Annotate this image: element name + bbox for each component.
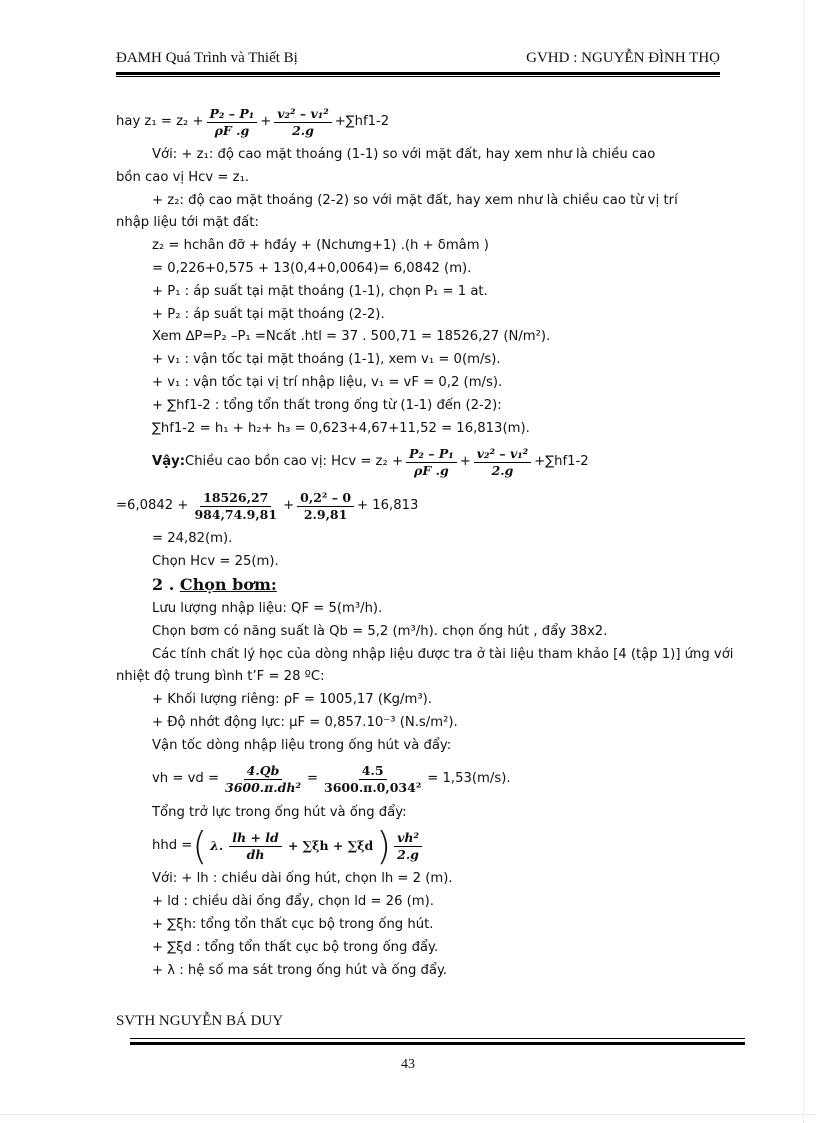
eq3-num1: 18526,27 xyxy=(200,490,271,507)
text-line: Với: + z₁: độ cao mặt thoáng (1-1) so với mặt đất, hay xem như là chiều cao xyxy=(152,147,656,162)
header-course-title: ĐAMH Quá Trình và Thiết Bị xyxy=(116,50,298,66)
page-number: 43 xyxy=(401,1057,415,1072)
eq2-num2: v₂² – v₁² xyxy=(474,446,531,463)
eq2-prefix: Chiều cao bồn cao vị: Hcv = z₂ + xyxy=(184,453,404,469)
page-header xyxy=(116,50,720,68)
text-line: Chọn bơm có năng suất là Qb = 5,2 (m³/h). chọn ống hút , đẩy 38x2. xyxy=(152,623,608,639)
text-paragraph: Các tính chất lý học của dòng nhập liệu được tra ở tài liệu tham khảo [4 (tập 1)] ứng với nhiệt độ trung bình t’F = 28 ºC: xyxy=(116,646,734,685)
eq5-prefix: hhd = xyxy=(152,837,193,853)
eq1-suffix: +∑hf1-2 xyxy=(334,113,390,129)
text-line: z₂ = hchân đỡ + hđáy + (Nchưng+1) .(h + δmâm ) xyxy=(152,238,489,254)
eq4-den1: 3600.π.dh² xyxy=(225,780,301,796)
eq3-fraction-1 xyxy=(191,490,280,523)
eq1-num2: v₂² – v₁² xyxy=(274,106,331,123)
eq2-suffix: +∑hf1-2 xyxy=(534,453,589,469)
eq3-den2: 2.9,81 xyxy=(303,506,348,522)
footer-rule-thin xyxy=(130,1038,745,1039)
eq1-prefix: hay z₁ = z₂ + xyxy=(116,113,204,129)
text-line: + Độ nhớt động lực: μF = 0,857.10⁻³ (N.s/m²). xyxy=(152,714,458,730)
eq5-den1: dh xyxy=(246,846,265,862)
text-line: + ∑ξd : tổng tổn thất cục bộ trong ống đẩy. xyxy=(152,939,439,955)
eq4-den2: 3600.π.0,034² xyxy=(324,780,422,796)
equation-velocity xyxy=(116,758,736,802)
text-line: Xem ∆P=P₂ –P₁ =Ncất .htl = 37 . 500,71 = 18526,27 (N/m²). xyxy=(152,329,551,345)
eq2-conclusion-label: Vậy: xyxy=(152,453,185,469)
text-line: bồn cao vị Hcv = z₁. xyxy=(116,169,250,185)
text-line: + P₁ : áp suất tại mặt thoáng (1-1), chọn P₁ = 1 at. xyxy=(152,283,488,299)
text-line: + P₂ : áp suất tại mặt thoáng (2-2). xyxy=(152,306,385,322)
equation-hcv: Vậy: Chiều cao bồn cao vị: Hcv = z₂ + $\frac{\text{P₂ – P₁}}{\rho F .g}$ + $\frac{\text{v₂² – v₁²}}{2.g}$ +∑hf1-2 xyxy=(152,445,589,478)
eq1-den2: 2.g xyxy=(292,122,314,138)
text-line: nhập liệu tới mặt đất: xyxy=(116,215,259,231)
eq5-fraction-length xyxy=(229,830,282,863)
eq4-fraction-1 xyxy=(222,763,304,796)
eq5-fraction-velocity xyxy=(394,830,422,863)
section-heading xyxy=(116,574,736,598)
eq4-equals: = xyxy=(306,771,319,787)
text-line: + ∑hf1-2 : tổng tổn thất trong ống từ (1-1) đến (2-2): xyxy=(152,397,502,413)
eq5-num2: vh² xyxy=(394,830,422,847)
text-line: + Khối lượng riêng: ρF = 1005,17 (Kg/m³). xyxy=(152,692,432,708)
text-line: + v₁ : vận tốc tại mặt thoáng (1-1), xem v₁ = 0(m/s). xyxy=(152,352,501,368)
footer-rule-thick xyxy=(130,1042,745,1045)
equation-hcv-numeric: =6,0842 + $\frac{18526,27}{984,74.9,81}$ + $\frac{\text{0,2² – 0}}{2.9,81}$ + 16,813 xyxy=(116,489,419,522)
section-title: Chọn bơm: xyxy=(179,574,277,594)
eq3-suffix: + 16,813 xyxy=(357,497,419,513)
text-line: ∑hf1-2 = h₁ + h₂+ h₃ = 0,623+4,67+11,52 = 16,813(m). xyxy=(152,420,530,436)
text-line: Tổng trở lực trong ống hút và ống đẩy: xyxy=(152,804,407,820)
eq2-den2: 2.g xyxy=(491,462,514,478)
eq3-den1: 984,74.9,81 xyxy=(194,506,278,522)
eq5-lambda: λ. xyxy=(210,838,224,854)
text-line: + z₂: độ cao mặt thoáng (2-2) so với mặt đất, hay xem như là chiều cao từ vị trí xyxy=(152,192,678,208)
eq2-fraction-pressure xyxy=(406,446,457,479)
footer-author: SVTH NGUYỄN BÁ DUY xyxy=(116,1013,284,1029)
equation-resistance: hhd = ( λ. lh + ld dh + ∑ξh + ∑ξd ) vh² 2.g xyxy=(116,824,736,868)
eq2-num1: P₂ – P₁ xyxy=(406,446,457,463)
eq5-den2: 2.g xyxy=(397,846,419,862)
page-edge-bottom xyxy=(0,1114,816,1115)
page-edge-right xyxy=(803,0,804,1123)
eq1-fraction-velocity xyxy=(274,106,331,139)
text-line: + λ : hệ số ma sát trong ống hút và ống đẩy. xyxy=(152,962,448,978)
page-body xyxy=(116,100,736,982)
eq1-fraction-pressure xyxy=(207,106,258,139)
eq4-suffix: = 1,53(m/s). xyxy=(427,771,511,787)
text-line: = 24,82(m). xyxy=(152,531,233,547)
eq1-num1: P₂ – P₁ xyxy=(207,106,258,123)
eq3-prefix: =6,0842 + xyxy=(116,497,189,513)
eq4-num2: 4.5 xyxy=(359,763,387,780)
eq4-prefix: vh = vd = xyxy=(152,771,220,787)
text-line: Lưu lượng nhập liệu: QF = 5(m³/h). xyxy=(152,600,383,616)
header-advisor: GVHD : NGUYỄN ĐÌNH THỌ xyxy=(526,50,720,66)
equation-z1: hay z₁ = z₂ + $\frac{\text{P₂ – P₁}}{\rho F .g}$ + $\frac{\text{v₂² – v₁²}}{2.g}$ +∑hf1-2 xyxy=(116,105,390,138)
eq5-loss-terms: + ∑ξh + ∑ξd xyxy=(287,838,374,854)
eq2-fraction-velocity xyxy=(474,446,531,479)
text-line: + ld : chiều dài ống đẩy, chọn ld = 26 (m). xyxy=(152,894,434,910)
text-line: + v₁ : vận tốc tại vị trí nhập liệu, v₁ = vF = 0,2 (m/s). xyxy=(152,374,503,390)
header-rule-thin xyxy=(116,76,720,77)
eq3-fraction-2 xyxy=(297,490,354,523)
eq5-num1: lh + ld xyxy=(229,830,282,847)
eq3-num2: 0,2² – 0 xyxy=(297,490,354,507)
text-line: + ∑ξh: tổng tổn thất cục bộ trong ống hút. xyxy=(152,916,434,932)
eq4-fraction-2 xyxy=(321,763,424,796)
eq2-den1: ρF .g xyxy=(414,462,449,478)
text-line: Với: + lh : chiều dài ống hút, chọn lh = 2 (m). xyxy=(152,871,453,887)
eq1-den1: ρF .g xyxy=(214,122,250,138)
eq4-num1: 4.Qb xyxy=(244,763,283,780)
text-line: = 0,226+0,575 + 13(0,4+0,0064)= 6,0842 (m). xyxy=(152,260,472,276)
text-line: Vận tốc dòng nhập liệu trong ống hút và đẩy: xyxy=(152,737,452,753)
text-line: Chọn Hcv = 25(m). xyxy=(152,554,279,570)
section-number: 2 . xyxy=(152,574,180,594)
header-rule-thick xyxy=(116,72,720,75)
